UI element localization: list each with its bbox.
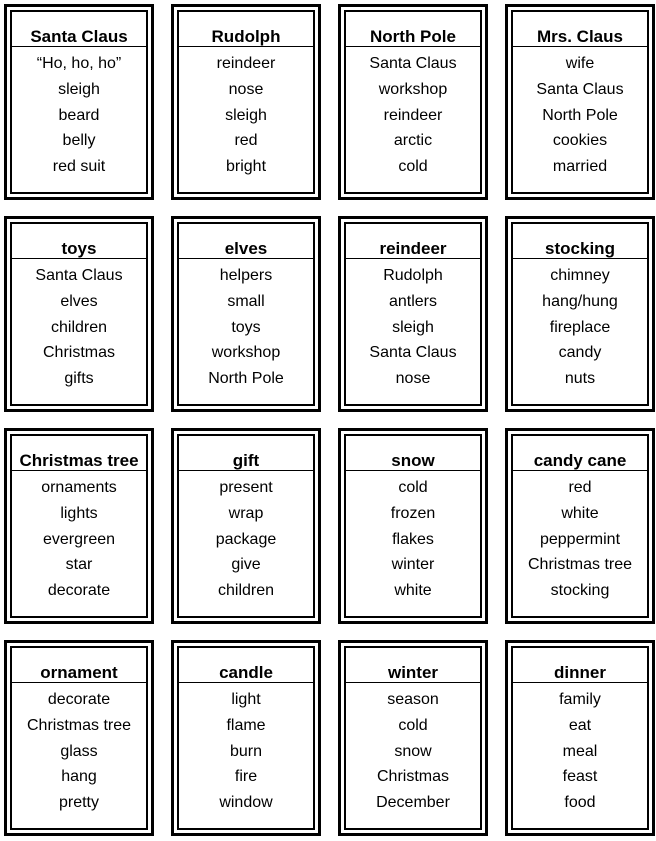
forbidden-word: hang bbox=[61, 768, 97, 786]
forbidden-word: hang/hung bbox=[542, 292, 618, 310]
forbidden-word: frozen bbox=[390, 504, 436, 522]
card-inner-frame bbox=[511, 646, 649, 830]
forbidden-word-list bbox=[513, 259, 647, 392]
word-card bbox=[338, 4, 488, 200]
forbidden-word: helpers bbox=[219, 267, 273, 284]
card-inner-frame bbox=[344, 434, 482, 618]
card-inner-frame bbox=[344, 10, 482, 194]
card-inner-frame bbox=[177, 10, 315, 194]
word-card bbox=[4, 428, 154, 624]
forbidden-word: lights bbox=[60, 504, 98, 522]
forbidden-word: red bbox=[234, 132, 258, 150]
forbidden-word: arctic bbox=[393, 132, 433, 150]
forbidden-word: North Pole bbox=[542, 106, 618, 124]
forbidden-word: North Pole bbox=[208, 370, 284, 388]
forbidden-word-list bbox=[179, 259, 313, 392]
forbidden-word-list bbox=[179, 471, 313, 604]
card-title: candy cane bbox=[513, 436, 647, 471]
word-card bbox=[338, 428, 488, 624]
forbidden-word: beard bbox=[58, 106, 100, 124]
forbidden-word-list bbox=[12, 683, 146, 816]
forbidden-word: meal bbox=[562, 742, 598, 760]
forbidden-word-list bbox=[346, 683, 480, 816]
card-title: snow bbox=[346, 436, 480, 471]
forbidden-word: star bbox=[65, 556, 93, 574]
forbidden-word: snow bbox=[394, 742, 432, 760]
forbidden-word: eat bbox=[568, 716, 592, 734]
card-inner-frame bbox=[10, 646, 148, 830]
forbidden-word-list bbox=[513, 683, 647, 816]
word-card bbox=[171, 216, 321, 412]
forbidden-word: children bbox=[50, 318, 108, 336]
forbidden-word: antlers bbox=[388, 292, 438, 310]
card-title: toys bbox=[12, 224, 146, 259]
word-card bbox=[338, 216, 488, 412]
word-card bbox=[4, 216, 154, 412]
forbidden-word: decorate bbox=[47, 691, 111, 708]
card-title: stocking bbox=[513, 224, 647, 259]
card-title: winter bbox=[346, 648, 480, 683]
forbidden-word: flame bbox=[226, 716, 266, 734]
forbidden-word-list bbox=[346, 47, 480, 180]
forbidden-word: nose bbox=[395, 370, 431, 388]
forbidden-word-list bbox=[346, 259, 480, 392]
forbidden-word: flakes bbox=[392, 530, 434, 548]
forbidden-word: glass bbox=[60, 742, 98, 760]
forbidden-word: elves bbox=[60, 292, 98, 310]
card-title: North Pole bbox=[346, 12, 480, 47]
forbidden-word: Christmas tree bbox=[26, 716, 132, 734]
forbidden-word: reindeer bbox=[383, 106, 443, 124]
forbidden-word: reindeer bbox=[216, 55, 276, 72]
forbidden-word: ornaments bbox=[41, 479, 117, 496]
card-title: gift bbox=[179, 436, 313, 471]
forbidden-word-list bbox=[12, 47, 146, 180]
forbidden-word: evergreen bbox=[42, 530, 116, 548]
card-title: elves bbox=[179, 224, 313, 259]
forbidden-word: red suit bbox=[52, 158, 106, 176]
card-inner-frame bbox=[177, 434, 315, 618]
forbidden-word: cold bbox=[398, 479, 428, 496]
forbidden-word: wife bbox=[565, 55, 595, 72]
forbidden-word: decorate bbox=[47, 582, 111, 600]
forbidden-word: pretty bbox=[58, 794, 99, 812]
card-inner-frame bbox=[177, 222, 315, 406]
forbidden-word: children bbox=[217, 582, 275, 600]
card-title: ornament bbox=[12, 648, 146, 683]
word-card bbox=[171, 640, 321, 836]
card-inner-frame bbox=[511, 222, 649, 406]
forbidden-word: window bbox=[219, 794, 273, 812]
forbidden-word: sleigh bbox=[58, 80, 100, 98]
card-title: Santa Claus bbox=[12, 12, 146, 47]
card-title: Christmas tree bbox=[12, 436, 146, 471]
forbidden-word: winter bbox=[391, 556, 435, 574]
card-title: reindeer bbox=[346, 224, 480, 259]
forbidden-word: Santa Claus bbox=[369, 55, 457, 72]
card-inner-frame bbox=[344, 222, 482, 406]
forbidden-word: food bbox=[564, 794, 596, 812]
card-inner-frame bbox=[10, 434, 148, 618]
forbidden-word: sleigh bbox=[225, 106, 267, 124]
forbidden-word: married bbox=[552, 158, 608, 176]
forbidden-word: present bbox=[219, 479, 273, 496]
forbidden-word: stocking bbox=[550, 582, 610, 600]
forbidden-word: package bbox=[215, 530, 277, 548]
forbidden-word: family bbox=[559, 691, 601, 708]
forbidden-word: Santa Claus bbox=[369, 344, 457, 362]
card-title: dinner bbox=[513, 648, 647, 683]
forbidden-word: feast bbox=[562, 768, 598, 786]
word-card bbox=[171, 4, 321, 200]
word-card bbox=[505, 216, 655, 412]
forbidden-word-list bbox=[346, 471, 480, 604]
forbidden-word: burn bbox=[229, 742, 263, 760]
forbidden-word: cold bbox=[398, 716, 428, 734]
card-inner-frame bbox=[511, 10, 649, 194]
forbidden-word: fire bbox=[234, 768, 258, 786]
card-inner-frame bbox=[10, 222, 148, 406]
card-title: Mrs. Claus bbox=[513, 12, 647, 47]
word-card bbox=[4, 4, 154, 200]
forbidden-word: Christmas bbox=[42, 344, 115, 362]
forbidden-word-list bbox=[12, 259, 146, 392]
forbidden-word: season bbox=[387, 691, 439, 708]
taboo-card-grid bbox=[4, 4, 655, 836]
forbidden-word: red bbox=[568, 479, 592, 496]
card-inner-frame bbox=[511, 434, 649, 618]
word-card bbox=[505, 4, 655, 200]
word-card bbox=[505, 428, 655, 624]
forbidden-word: white bbox=[561, 504, 599, 522]
forbidden-word: give bbox=[231, 556, 261, 574]
forbidden-word-list bbox=[513, 471, 647, 604]
forbidden-word: peppermint bbox=[539, 530, 621, 548]
forbidden-word: workshop bbox=[211, 344, 281, 362]
card-inner-frame bbox=[344, 646, 482, 830]
forbidden-word: nuts bbox=[564, 370, 596, 388]
forbidden-word: belly bbox=[62, 132, 96, 150]
forbidden-word: fireplace bbox=[549, 318, 611, 336]
forbidden-word-list bbox=[12, 471, 146, 604]
forbidden-word: white bbox=[394, 582, 432, 600]
forbidden-word: “Ho, ho, ho” bbox=[36, 55, 122, 72]
forbidden-word: December bbox=[376, 794, 450, 812]
forbidden-word-list bbox=[513, 47, 647, 180]
word-card bbox=[338, 640, 488, 836]
card-title: Rudolph bbox=[179, 12, 313, 47]
forbidden-word: toys bbox=[231, 318, 261, 336]
forbidden-word: Christmas tree bbox=[527, 556, 633, 574]
forbidden-word: small bbox=[227, 292, 265, 310]
forbidden-word: Christmas bbox=[376, 768, 449, 786]
forbidden-word: Santa Claus bbox=[35, 267, 123, 284]
forbidden-word-list bbox=[179, 47, 313, 180]
forbidden-word: workshop bbox=[378, 80, 448, 98]
forbidden-word: sleigh bbox=[392, 318, 434, 336]
forbidden-word: Rudolph bbox=[383, 267, 443, 284]
forbidden-word: bright bbox=[225, 158, 267, 176]
forbidden-word: cookies bbox=[552, 132, 608, 150]
card-inner-frame bbox=[10, 10, 148, 194]
forbidden-word: cold bbox=[398, 158, 428, 176]
forbidden-word: chimney bbox=[550, 267, 610, 284]
forbidden-word: wrap bbox=[228, 504, 264, 522]
word-card bbox=[171, 428, 321, 624]
forbidden-word: Santa Claus bbox=[536, 80, 624, 98]
card-inner-frame bbox=[177, 646, 315, 830]
forbidden-word: candy bbox=[558, 344, 602, 362]
card-title: candle bbox=[179, 648, 313, 683]
forbidden-word: gifts bbox=[64, 370, 94, 388]
forbidden-word: light bbox=[231, 691, 261, 708]
forbidden-word-list bbox=[179, 683, 313, 816]
word-card bbox=[505, 640, 655, 836]
word-card bbox=[4, 640, 154, 836]
forbidden-word: nose bbox=[228, 80, 264, 98]
